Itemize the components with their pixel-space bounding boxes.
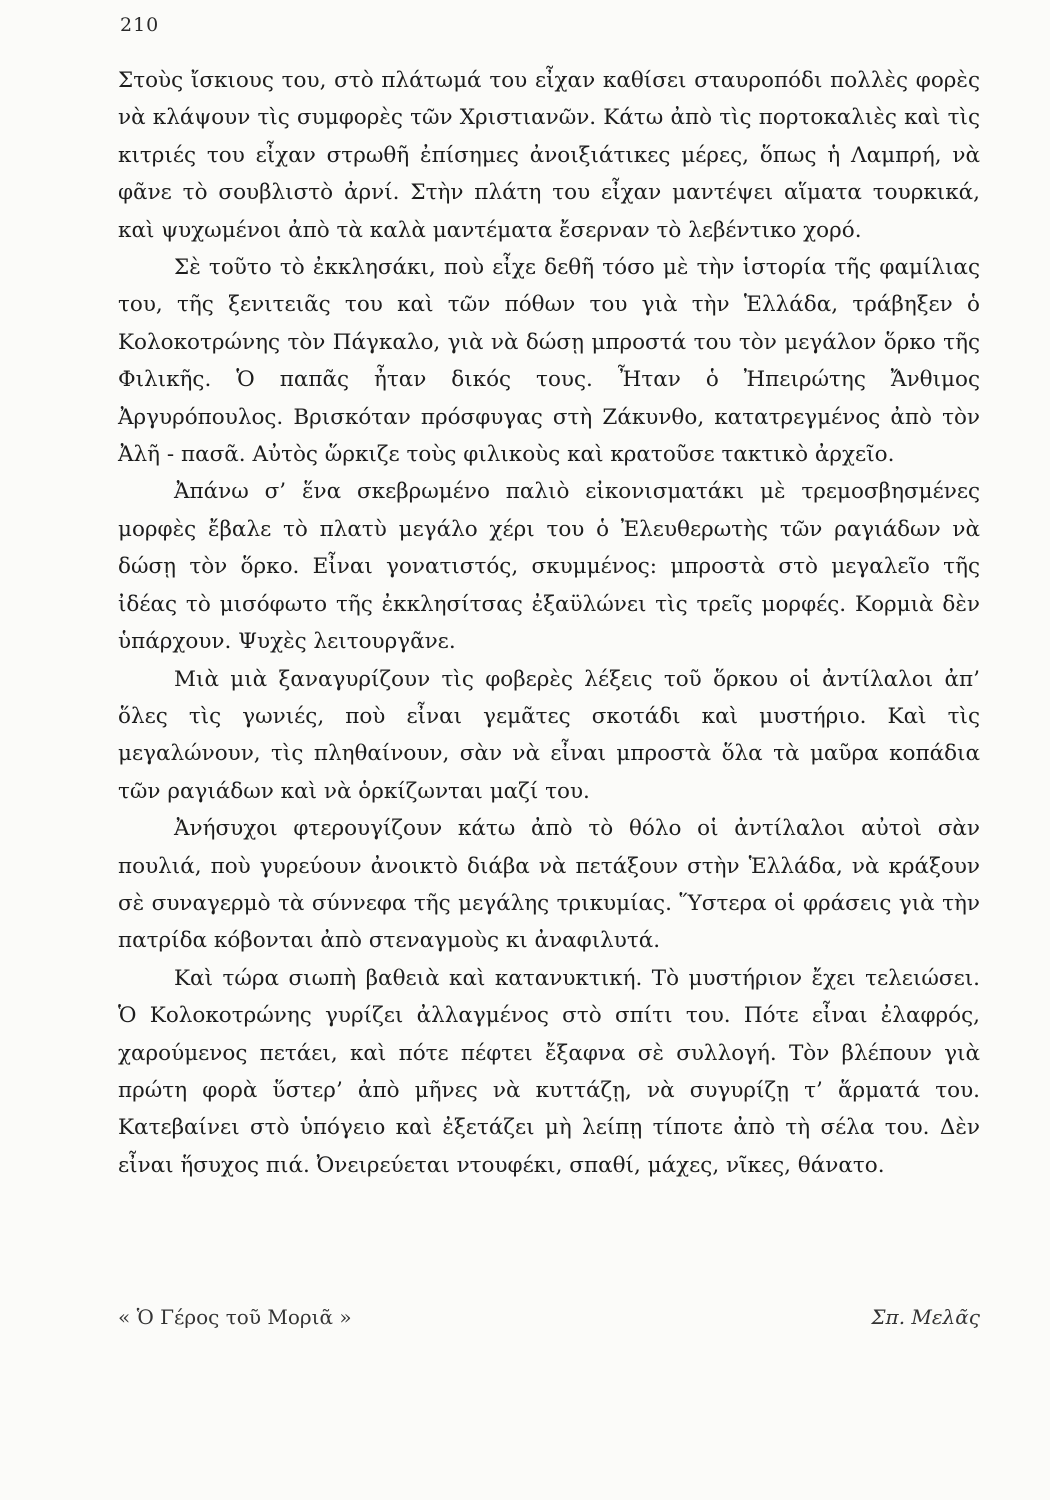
paragraph: Ἀπάνω σ’ ἕνα σκεβρωμένο παλιὸ εἰκονισματάκι μὲ τρεμοσβησμένες μορφὲς ἔβαλε τὸ πλατὺ μεγάλο χέρι του ὁ Ἐλευθερωτὴς τῶν ραγιάδων νὰ δώσῃ τὸν ὅρκο. Εἶναι γονατιστός, σκυμμένος: μπροστὰ στὸ μεγαλεῖο τῆς ἰδέας τὸ μισόφωτο τῆς ἐκκλησίτσας ἐξαϋλώνει τὶς τρεῖς μορφές. Κορμιὰ δὲν ὑπάρχουν. Ψυχὲς λειτουργᾶνε. [118,479,980,655]
footer [118,1305,980,1329]
source-citation: « Ὁ Γέρος τοῦ Μοριᾶ » [118,1305,352,1329]
page-number: 210 [120,14,160,36]
paragraph: Μιὰ μιὰ ξαναγυρίζουν τὶς φοβερὲς λέξεις τοῦ ὅρκου οἱ ἀντίλαλοι ἀπ’ ὅλες τὶς γωνιές, ποὺ εἶναι γεμᾶτες σκοτάδι καὶ μυστήριο. Καὶ τὶς μεγαλώνουν, τὶς πληθαίνουν, σὰν νὰ εἶναι μπροστὰ ὅλα τὰ μαῦρα κοπάδια τῶν ραγιάδων καὶ νὰ ὁρκίζωνται μαζί του. [118,666,980,804]
paragraph: Ἀνήσυχοι φτερουγίζουν κάτω ἀπὸ τὸ θόλο οἱ ἀντίλαλοι αὐτοὶ σὰν πουλιά, ποὺ γυρεύουν ἀνοικτὸ διάβα νὰ πετάξουν στὴν Ἑλλάδα, νὰ κράξουν σὲ συναγερμὸ τὰ σύννεφα τῆς μεγάλης τρικυμίας. Ὕστερα οἱ φράσεις γιὰ τὴν πατρίδα κόβονται ἀπὸ στεναγμοὺς κι ἀναφιλυτά. [118,816,980,954]
author-signature: Σπ. Μελᾶς [871,1305,980,1329]
body-text [118,62,980,1184]
paragraph: Σὲ τοῦτο τὸ ἐκκλησάκι, ποὺ εἶχε δεθῆ τόσο μὲ τὴν ἱστορία τῆς φαμίλιας του, τῆς ξενιτειᾶς του καὶ τῶν πόθων του γιὰ τὴν Ἑλλάδα, τράβηξεν ὁ Κολοκοτρώνης τὸν Πάγκαλο, γιὰ νὰ δώσῃ μπροστά του τὸν μεγάλον ὅρκο τῆς Φιλικῆς. Ὁ παπᾶς ἦταν δικός τους. Ἦταν ὁ Ἠπειρώτης Ἄνθιμος Ἀργυρόπουλος. Βρισκόταν πρόσφυγας στὴ Ζάκυνθο, κατατρεγμένος ἀπὸ τὸν Ἀλῆ - πασᾶ. Αὐτὸς ὥρκιζε τοὺς φιλικοὺς καὶ κρατοῦσε τακτικὸ ἀρχεῖο. [118,255,980,468]
paragraph: Καὶ τώρα σιωπὴ βαθειὰ καὶ κατανυκτική. Τὸ μυστήριον ἔχει τελειώσει. Ὁ Κολοκοτρώνης γυρίζει ἀλλαγμένος στὸ σπίτι του. Πότε εἶναι ἐλαφρός, χαρούμενος πετάει, καὶ πότε πέφτει ἔξαφνα σὲ συλλογή. Τὸν βλέπουν γιὰ πρώτη φορὰ ὕστερ’ ἀπὸ μῆνες νὰ κυττάζῃ, νὰ συγυρίζῃ τ’ ἅρματά του. Κατεβαίνει στὸ ὑπόγειο καὶ ἐξετάζει μὴ λείπῃ τίποτε ἀπὸ τὴ σέλα του. Δὲν εἶναι ἥσυχος πιά. Ὀνειρεύεται ντουφέκι, σπαθί, μάχες, νῖκες, θάνατο. [118,965,980,1178]
paragraph: Στοὺς ἴσκιους του, στὸ πλάτωμά του εἶχαν καθίσει σταυροπόδι πολλὲς φορὲς νὰ κλάψουν τὶς συμφορὲς τῶν Χριστιανῶν. Κάτω ἀπὸ τὶς πορτοκαλιὲς καὶ τὶς κιτριές του εἶχαν στρωθῆ ἐπίσημες ἀνοιξιάτικες μέρες, ὅπως ἡ Λαμπρή, νὰ φᾶνε τὸ σουβλιστὸ ἀρνί. Στὴν πλάτη του εἶχαν μαντέψει αἵματα τουρκικά, καὶ ψυχωμένοι ἀπὸ τὰ καλὰ μαντέματα ἔσερναν τὸ λεβέντικο χορό. [118,68,980,243]
